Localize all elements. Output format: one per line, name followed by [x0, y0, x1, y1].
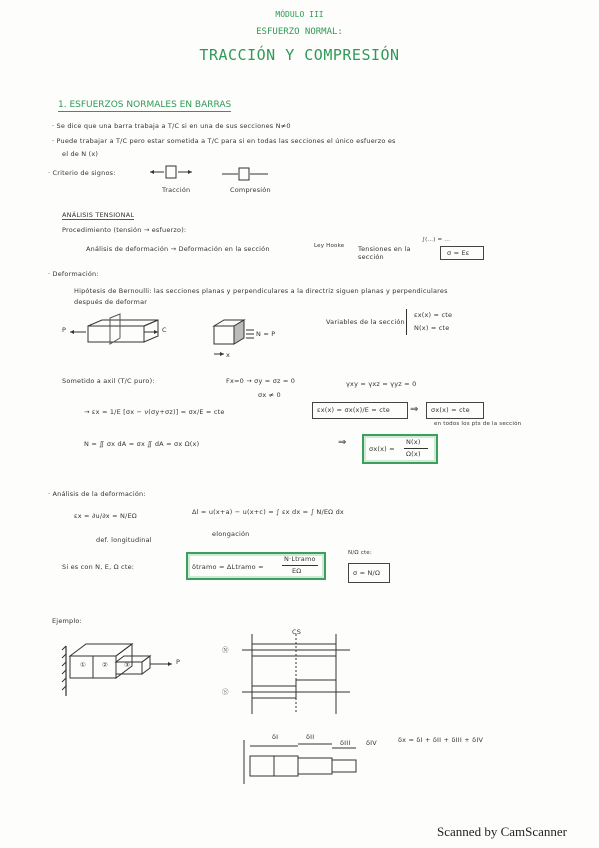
section-variable-1: εx(x) = cte [414, 311, 453, 319]
deformation-note-2: elongación [212, 530, 250, 538]
deformation-eq-1: εx = ∂u/∂x = N/EΩ [74, 512, 137, 520]
strain-eq-1: → εx = 1/E [σx − ν(σy+σz)] = σx/E = cte [84, 408, 225, 416]
sigma-result-fraction-bar [404, 448, 428, 449]
strain-eq-3: σx(x) = cte [431, 406, 470, 414]
arrow-3: ⇒ [338, 437, 347, 448]
scanner-watermark: Scanned by CamScanner [437, 824, 567, 839]
deformation-text-2: después de deformar [74, 298, 148, 306]
example-part-2: ② [102, 661, 109, 669]
signs-criterion-label: · Criterio de signos: [48, 169, 116, 177]
procedure-step-e: σ = Eε [447, 249, 470, 257]
delta-label-4: δIV [366, 739, 377, 747]
delta-sum-eq: δx = δI + δII + δIII + δIV [398, 736, 484, 744]
axial-eq-3: σx ≠ 0 [258, 391, 281, 399]
strain-box [312, 402, 408, 419]
strain-eq-2: εx(x) = σx(x)/E = cte [317, 406, 390, 414]
delta-label-1: δI [272, 733, 279, 741]
delta-result-box [186, 552, 326, 580]
sigma-result-den: Ω(x) [406, 450, 421, 458]
sigma-result-lhs: σx(x) = [369, 445, 395, 453]
analysis-title: ANÁLISIS TENSIONAL [62, 211, 135, 219]
stress-result-box [348, 563, 390, 583]
section-heading: 1. ESFUERZOS NORMALES EN BARRAS [58, 100, 232, 110]
arrow-2: ⇒ [410, 404, 419, 415]
n-diagram-label: Ⓝ [222, 646, 229, 654]
procedure-text: Procedimiento (tensión → esfuerzo): [62, 226, 187, 234]
constant-case-label: Si es con N, E, Ω cte: [62, 563, 135, 571]
traction-label: Tracción [162, 186, 191, 194]
integral-eq: N = ∬ σx dA = σx ∬ dA = σx Ω(x) [84, 440, 200, 448]
strain-note: en todos los pts de la sección [434, 421, 522, 427]
cs-label: CS [292, 628, 302, 636]
bar-c-label: C [162, 326, 167, 334]
example-part-3: ③ [124, 661, 131, 669]
axial-eq-2: γxy = γxz = γyz = 0 [346, 380, 417, 388]
procedure-step-e-box [440, 246, 484, 260]
bar-p-label: P [62, 326, 67, 334]
procedure-step-a: Análisis de deformación → Deformación en la sección [86, 245, 270, 253]
delta-result-fraction-bar [282, 565, 318, 566]
sigma-result-box [362, 434, 438, 464]
module-label: MÓDULO III [275, 10, 324, 19]
x-axis-label: x [226, 351, 231, 359]
n-equals-p: N = P [256, 330, 276, 338]
compression-label: Compresión [230, 186, 271, 194]
sigma-result-num: N(x) [406, 438, 421, 446]
delta-result-den: EΩ [292, 567, 302, 575]
delta-label-2: δII [306, 733, 315, 741]
deformation-text-1: Hipótesis de Bernoulli: las secciones planas y perpendiculares a la directriz siguen planas y perpendiculares [74, 287, 448, 295]
example-part-1: ① [80, 661, 87, 669]
text-line-1: · Se dice que una barra trabaja a T/C si en una de sus secciones N≠0 [52, 122, 291, 130]
deformation-note-1: def. longitudinal [96, 536, 152, 544]
page-title: TRACCIÓN Y COMPRESIÓN [199, 46, 400, 64]
subtitle: ESFUERZO NORMAL: [256, 27, 343, 37]
procedure-step-b: Ley Hooke [314, 243, 345, 249]
example-p-label: P [176, 658, 181, 666]
text-line-2: · Puede trabajar a T/C pero estar sometida a T/C para si en todas las secciones el único esfuerzo es [52, 137, 396, 145]
axial-eq-1: Fx=0 → σy = σz = 0 [226, 377, 296, 385]
axial-label: Sometido a axil (T/C puro): [62, 377, 155, 385]
section-variable-2: N(x) = cte [414, 324, 450, 332]
procedure-step-d: ∫(...) = ... [422, 237, 451, 243]
delta-result-lhs: δtramo = ΔLtramo = [192, 563, 264, 571]
deformation-eq-2: Δl = u(x+a) − u(x+c) = ∫ εx dx = ∫ N/EΩ dx [192, 508, 344, 516]
traction-sign-diagram [150, 164, 200, 184]
bar-deformation-diagram [62, 314, 172, 358]
stress-box [426, 402, 484, 419]
example-label: Ejemplo: [52, 617, 82, 625]
text-line-3: el de N (x) [62, 150, 99, 158]
procedure-step-c: Tensiones en la sección [358, 245, 411, 261]
stress-label: N/Ω cte: [348, 550, 372, 556]
deformation-analysis-label: · Análisis de la deformación: [48, 490, 146, 498]
deformation-label: · Deformación: [48, 270, 99, 278]
delta-segments-diagram [240, 740, 380, 784]
delta-label-3: δIII [340, 739, 351, 747]
bar-cut-diagram [210, 318, 280, 362]
n-sigma-diagrams [232, 634, 362, 714]
section-variables-label: Variables de la sección [326, 318, 405, 326]
delta-result-num: N·Ltramo [284, 555, 316, 563]
stress-result-eq: σ = N/Ω [353, 569, 381, 577]
sigma-diagram-label: Ⓢ [222, 688, 229, 696]
section-variables-bracket [406, 309, 407, 335]
compression-sign-diagram [222, 166, 277, 182]
